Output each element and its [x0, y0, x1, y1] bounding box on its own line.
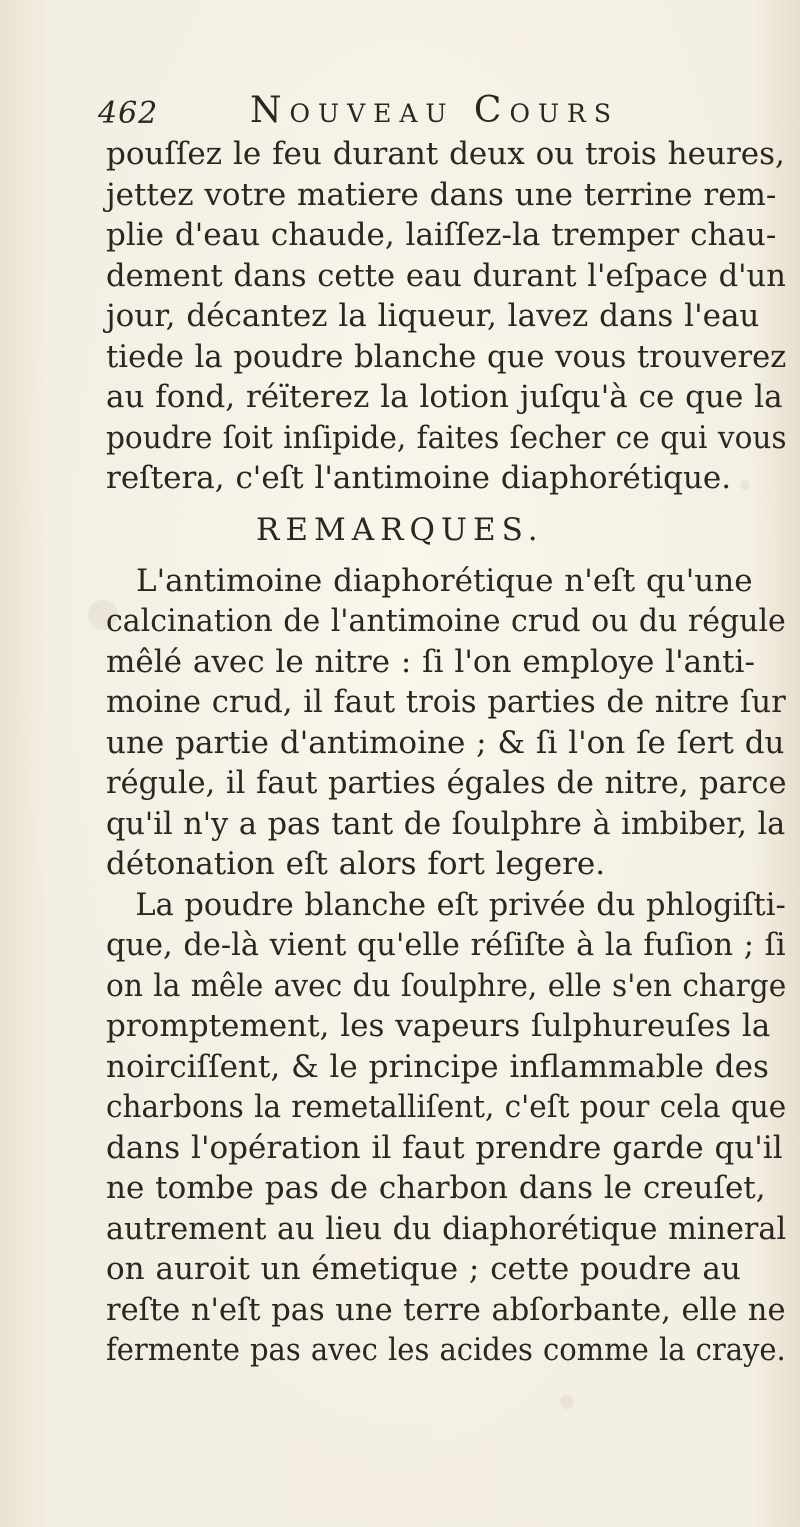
- paragraph-3: [106, 885, 796, 1371]
- text-line: que, de-là vient qu'elle réſiſte à la fuſion ; ſi: [106, 927, 786, 963]
- text-line: reſte n'eſt pas une terre abſorbante, elle ne: [106, 1291, 786, 1328]
- text-line: fermente pas avec les acides comme la craye.: [106, 1332, 786, 1368]
- section-heading: REMARQUES.: [256, 511, 544, 548]
- text-line: dans l'opération il faut prendre garde qu'il: [106, 1129, 783, 1166]
- text-line: au fond, réïterez la lotion juſqu'à ce que la: [106, 379, 783, 415]
- text-line: charbons la remetalliſent, c'eſt pour cela que: [106, 1089, 787, 1125]
- text-line: La poudre blanche eſt privée du phlogiſti-: [135, 886, 786, 923]
- text-line: promptement, les vapeurs ſulphureuſes la: [106, 1008, 771, 1044]
- text-line: autrement au lieu du diaphorétique mineral: [106, 1210, 787, 1247]
- text-line: noirciſſent, & le principe inflammable des: [106, 1048, 769, 1085]
- running-title: Nouveau Cours: [250, 90, 619, 131]
- paragraph-1: [106, 134, 796, 499]
- paragraph-2: [106, 561, 796, 885]
- text-line: moine crud, il faut trois parties de nitre ſur: [106, 684, 786, 720]
- text-line: calcination de l'antimoine crud ou du régule: [106, 603, 786, 639]
- text-line: mêlé avec le nitre : ſi l'on employe l'anti-: [106, 643, 755, 680]
- text-line: reſtera, c'eſt l'antimoine diaphorétique.: [106, 460, 732, 496]
- text-line: détonation eſt alors fort legere.: [106, 846, 606, 882]
- page-header: [98, 84, 638, 134]
- text-line: qu'il n'y a pas tant de ſoulphre à imbiber, la: [106, 805, 786, 842]
- text-line: plie d'eau chaude, laiſſez-la tremper chau-: [106, 217, 777, 253]
- paper-stain: [560, 1395, 574, 1409]
- text-line: on auroit un émetique ; cette poudre au: [106, 1251, 741, 1287]
- text-line: on la mêle avec du ſoulphre, elle s'en charge: [106, 967, 787, 1004]
- text-line: poudre ſoit inſipide, faites ſecher ce qui vous: [106, 419, 787, 456]
- text-line: L'antimoine diaphorétique n'eſt qu'une: [136, 562, 753, 599]
- text-line: ne tombe pas de charbon dans le creuſet,: [106, 1170, 766, 1206]
- text-line: jour, décantez la liqueur, lavez dans l'eau: [106, 298, 760, 334]
- text-line: dement dans cette eau durant l'eſpace d'un: [106, 257, 786, 294]
- page-number: 462: [98, 96, 159, 131]
- text-line: pouſſez le feu durant deux ou trois heures,: [106, 136, 785, 172]
- text-line: régule, il faut parties égales de nitre, parce: [106, 765, 787, 801]
- text-line: jettez votre matiere dans une terrine rem-: [106, 176, 777, 213]
- text-line: une partie d'antimoine ; & ſi l'on ſe ſert du: [106, 724, 785, 761]
- text-line: tiede la poudre blanche que vous trouverez: [106, 338, 787, 375]
- body-text: [106, 134, 796, 1371]
